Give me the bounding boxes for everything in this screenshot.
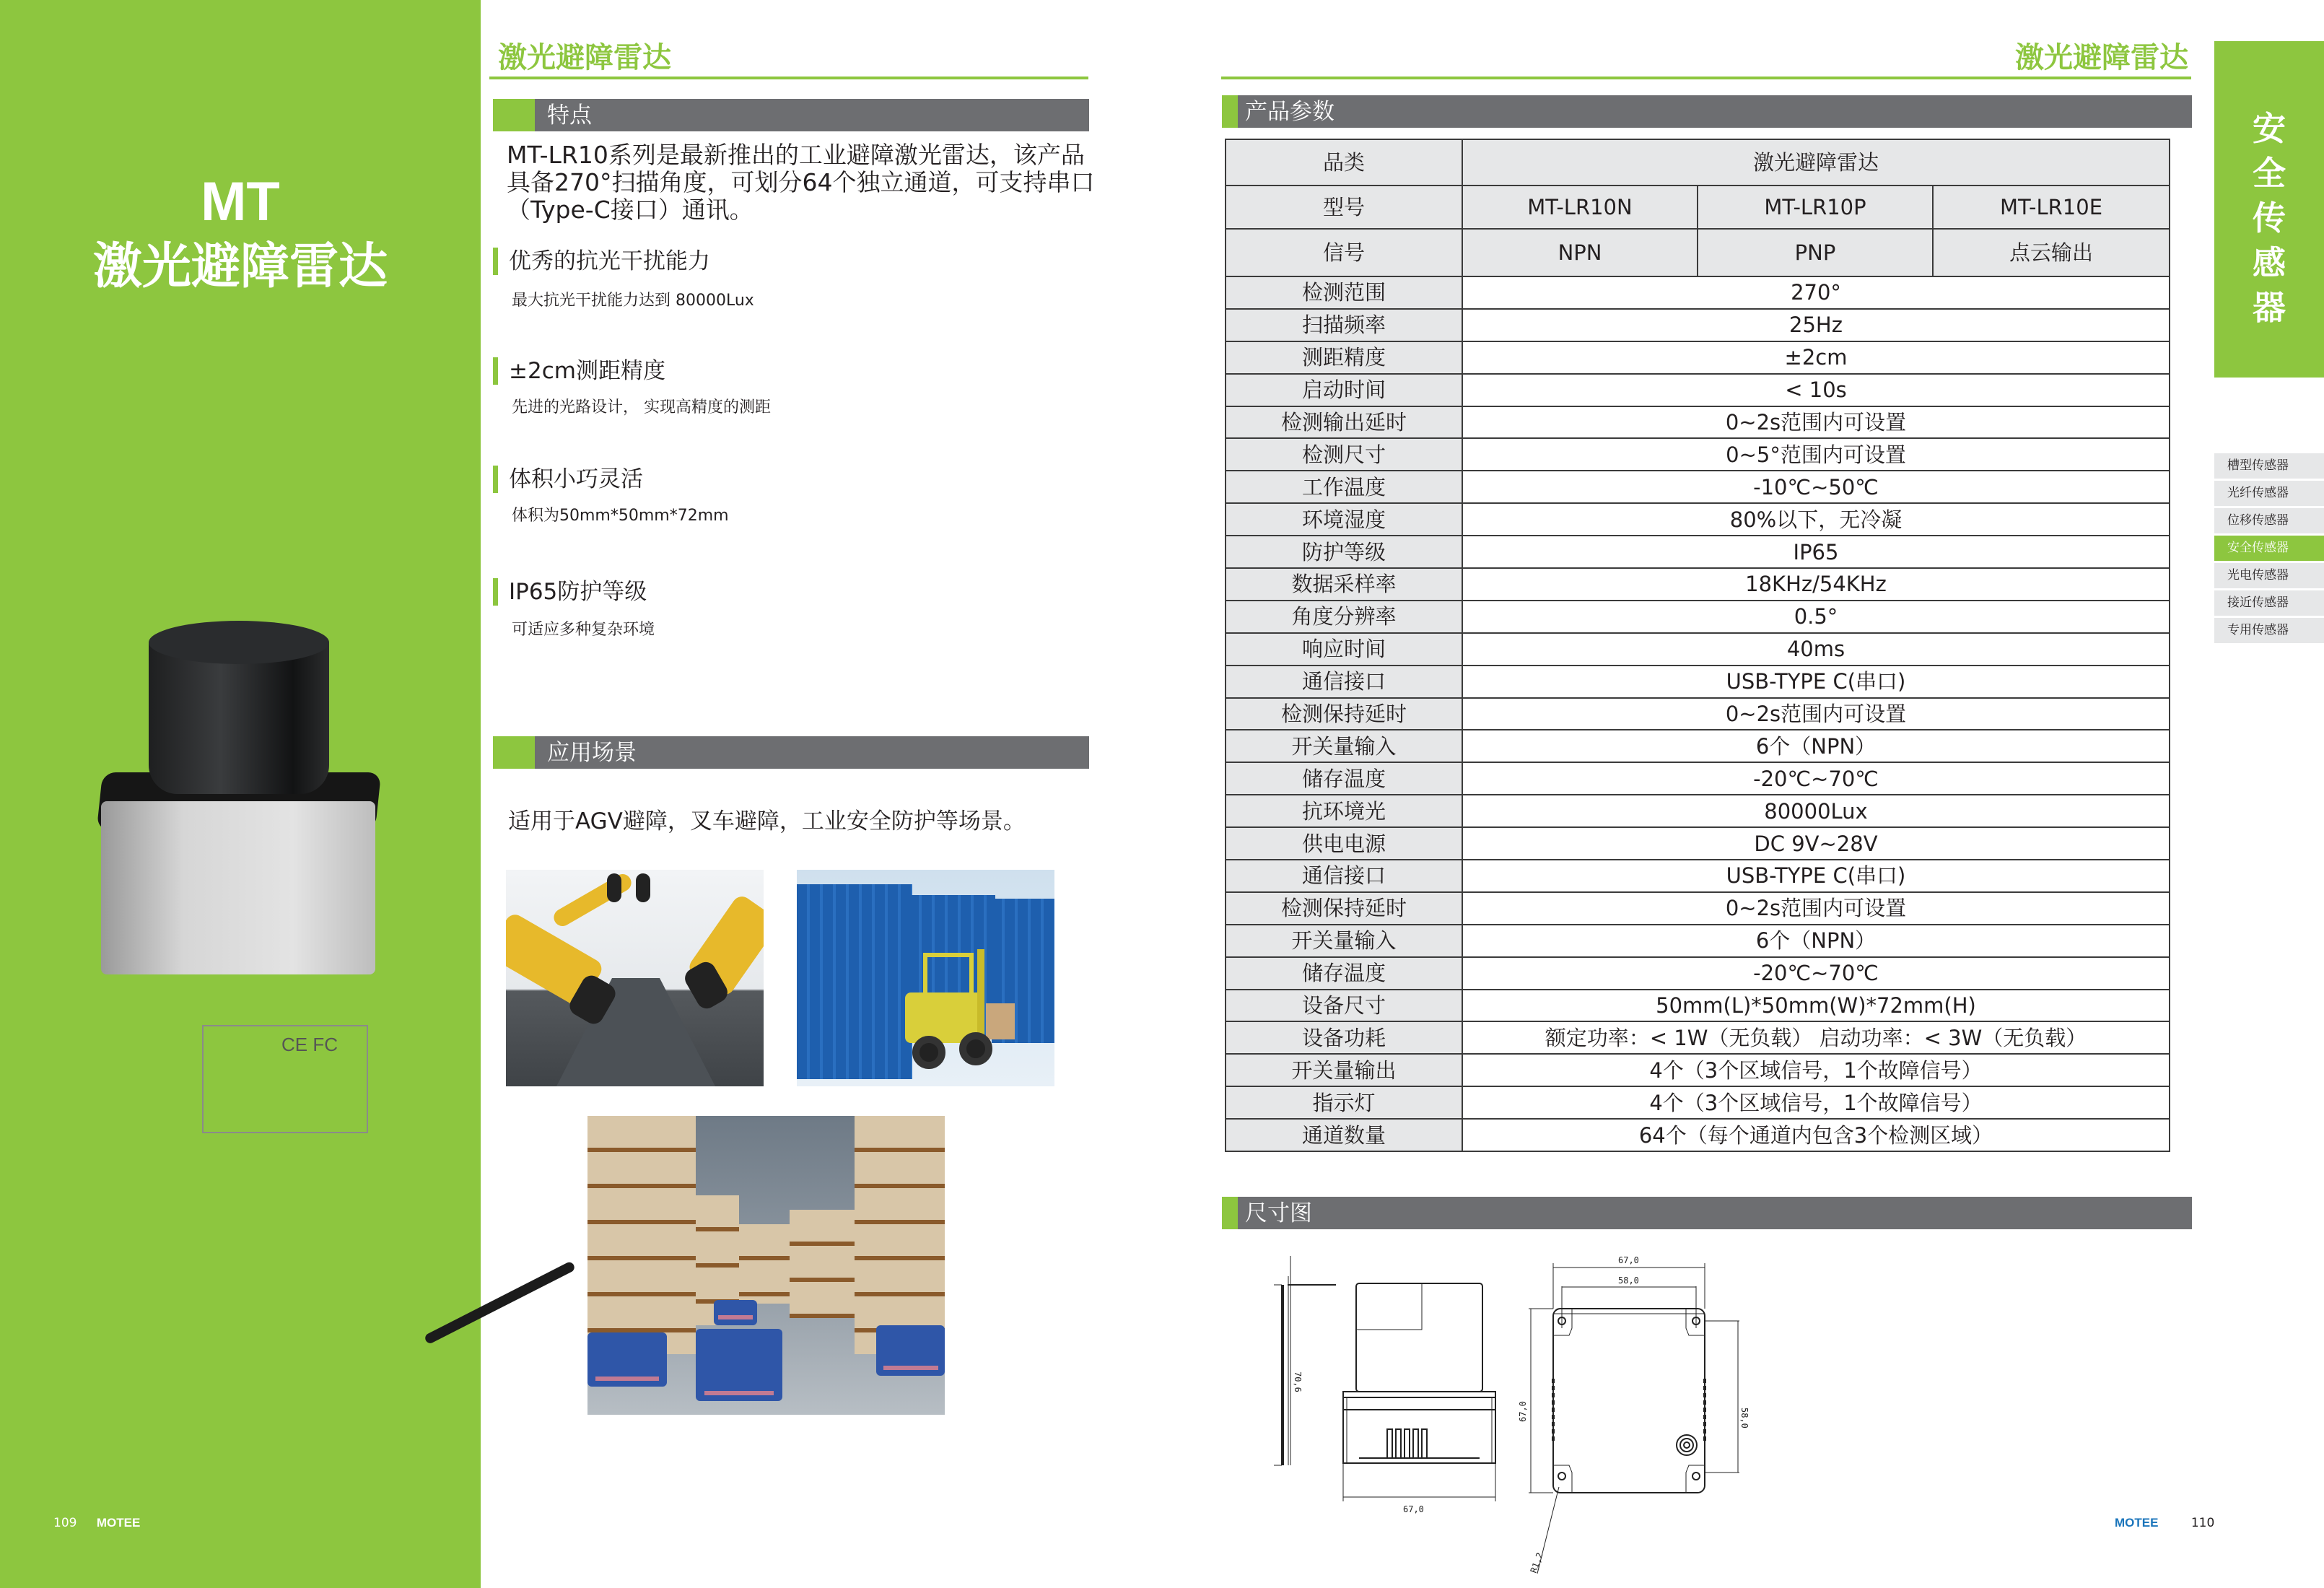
category-tab-text (2214, 106, 2324, 330)
row-label: 指示灯 (1226, 1086, 1462, 1119)
spec-table (1225, 139, 2170, 1152)
table-row (1226, 892, 2170, 925)
dim-top-inner-height: 58,0 (1739, 1408, 1749, 1428)
dim-radius: R1,2 (1528, 1551, 1545, 1575)
table-row (1226, 730, 2170, 762)
table-row (1226, 309, 2170, 341)
lidar-base (101, 801, 375, 1055)
application-text: 适用于AGV避障，叉车避障，工业安全防护等场景。 (508, 808, 1026, 834)
row-value: 6个（NPN） (1462, 925, 2170, 957)
feature-title: 优秀的抗光干扰能力 (509, 248, 710, 274)
row-label: 抗环境光 (1226, 795, 1462, 827)
photo-warehouse-agv (587, 1116, 945, 1415)
dimension-drawing (1220, 1227, 1941, 1588)
feature-marker (493, 248, 498, 275)
model-cell: MT-LR10N (1462, 186, 1698, 229)
dim-top-outer-width: 67,0 (1618, 1255, 1639, 1265)
row-value: IP65 (1462, 536, 2170, 568)
forklift-mast (977, 949, 984, 1043)
row-value: 18KHz/54KHz (1462, 568, 2170, 601)
row-label: 检测保持延时 (1226, 892, 1462, 925)
row-label: 信号 (1226, 229, 1462, 276)
product-cable (424, 1260, 576, 1345)
table-row (1226, 1021, 2170, 1054)
row-label: 品类 (1226, 139, 1462, 186)
nav-item-displacement-sensor[interactable]: 位移传感器 (2214, 508, 2324, 533)
dimension-drawing-svg (1220, 1227, 1941, 1588)
section-title: 应用场景 (547, 740, 637, 766)
cover-title-line1: MT (201, 171, 280, 232)
section-bar-features (493, 99, 1089, 131)
section-bar-application (493, 736, 1089, 769)
warehouse-shelf (790, 1210, 855, 1318)
row-label: 数据采样率 (1226, 568, 1462, 601)
feature-marker (493, 578, 498, 606)
table-row (1226, 568, 2170, 601)
nav-item-special-sensor[interactable]: 专用传感器 (2214, 618, 2324, 643)
row-value: 0~2s范围内可设置 (1462, 406, 2170, 439)
row-label: 开关量输入 (1226, 730, 1462, 762)
feature-desc: 可适应多种复杂环境 (512, 621, 655, 639)
table-row (1226, 827, 2170, 860)
row-label: 检测范围 (1226, 276, 1462, 309)
row-value: 6个（NPN） (1462, 730, 2170, 762)
row-label: 开关量输入 (1226, 925, 1462, 957)
table-row (1226, 957, 2170, 990)
page-heading: 激光避障雷达 (498, 41, 671, 74)
table-row (1226, 633, 2170, 666)
row-label: 设备尺寸 (1226, 990, 1462, 1022)
table-row (1226, 406, 2170, 439)
row-value: 激光避障雷达 (1462, 139, 2170, 186)
robot-arm (551, 871, 634, 930)
table-row (1226, 1086, 2170, 1119)
table-row (1226, 666, 2170, 698)
row-value: USB-TYPE C(串口) (1462, 666, 2170, 698)
robot-gripper (607, 873, 621, 902)
table-row-category (1226, 139, 2170, 186)
nav-item-proximity-sensor[interactable]: 接近传感器 (2214, 590, 2324, 616)
row-label: 启动时间 (1226, 374, 1462, 406)
feature-marker (493, 466, 498, 493)
row-label: 通信接口 (1226, 860, 1462, 892)
row-label: 扫描频率 (1226, 309, 1462, 341)
signal-cell: 点云输出 (1933, 229, 2170, 276)
row-value: 4个（3个区域信号，1个故障信号） (1462, 1054, 2170, 1086)
row-label: 测距精度 (1226, 341, 1462, 374)
forklift-wheel (959, 1032, 992, 1065)
footer-left (53, 1516, 140, 1530)
row-value: -20℃~70℃ (1462, 762, 2170, 795)
feature-desc: 最大抗光干扰能力达到 80000Lux (512, 292, 754, 310)
dim-top-outer-height: 67,0 (1518, 1401, 1528, 1422)
row-value: 40ms (1462, 633, 2170, 666)
section-accent (493, 99, 535, 131)
row-value: 0.5° (1462, 601, 2170, 633)
row-value: 4个（3个区域信号，1个故障信号） (1462, 1086, 2170, 1119)
feature-title: ±2cm测距精度 (509, 358, 665, 384)
agv-robot (714, 1300, 757, 1325)
forklift-wheel (912, 1036, 945, 1069)
row-label: 角度分辨率 (1226, 601, 1462, 633)
section-accent (1222, 95, 1238, 128)
lidar-scanner-head (149, 642, 329, 794)
tab-char: 传 (2253, 198, 2286, 237)
row-value: 额定功率：< 1W（无负载） 启动功率：< 3W（无负载） (1462, 1021, 2170, 1054)
table-row (1226, 341, 2170, 374)
photo-forklift (797, 870, 1054, 1086)
row-label: 储存温度 (1226, 957, 1462, 990)
table-row (1226, 990, 2170, 1022)
agv-robot (587, 1332, 667, 1387)
table-row (1226, 1054, 2170, 1086)
warehouse-shelf (739, 1224, 790, 1304)
row-label: 通信接口 (1226, 666, 1462, 698)
feature-title: 体积小巧灵活 (509, 466, 643, 492)
signal-cell: PNP (1698, 229, 1933, 276)
nav-item-photoelectric-sensor[interactable]: 光电传感器 (2214, 563, 2324, 588)
dim-side-height: 70,6 (1293, 1371, 1303, 1392)
table-row (1226, 471, 2170, 503)
agv-robot (876, 1325, 945, 1376)
table-row (1226, 1119, 2170, 1151)
cover-title-line2: 激光避障雷达 (92, 238, 388, 295)
dim-top-inner-width: 58,0 (1618, 1275, 1639, 1286)
forklift-cab (923, 953, 974, 996)
table-row (1226, 762, 2170, 795)
tab-char: 全 (2253, 154, 2286, 193)
row-label: 检测保持延时 (1226, 698, 1462, 730)
row-value: 80000Lux (1462, 795, 2170, 827)
row-value: 25Hz (1462, 309, 2170, 341)
tab-char: 器 (2253, 288, 2286, 327)
row-value: DC 9V~28V (1462, 827, 2170, 860)
row-label: 环境湿度 (1226, 503, 1462, 536)
section-title: 特点 (547, 102, 592, 128)
table-row (1226, 795, 2170, 827)
heading-rule (489, 77, 1088, 79)
cover-title (0, 170, 481, 300)
table-row (1226, 536, 2170, 568)
row-value: 0~5°范围内可设置 (1462, 438, 2170, 471)
row-label: 开关量输出 (1226, 1054, 1462, 1086)
photo-robotic-arms (506, 870, 764, 1086)
certification-marks: CE FC (281, 1034, 338, 1055)
agv-robot (696, 1329, 782, 1401)
section-bar-dimensions (1222, 1197, 2192, 1229)
nav-item-slot-sensor[interactable]: 槽型传感器 (2214, 453, 2324, 479)
row-label: 储存温度 (1226, 762, 1462, 795)
row-value: 0~2s范围内可设置 (1462, 698, 2170, 730)
brand-name: MOTEE (2115, 1516, 2159, 1530)
category-tab (2214, 41, 2324, 378)
row-value: -10℃~50℃ (1462, 471, 2170, 503)
row-label: 供电电源 (1226, 827, 1462, 860)
model-cell: MT-LR10E (1933, 186, 2170, 229)
lidar-nameplate (202, 1025, 368, 1133)
table-row-model (1226, 186, 2170, 229)
tab-char: 感 (2253, 243, 2286, 282)
brand-name: MOTEE (96, 1516, 141, 1530)
table-row (1226, 925, 2170, 957)
robot-gripper (636, 873, 650, 902)
feature-desc: 体积为50mm*50mm*72mm (512, 507, 729, 525)
shipping-container (797, 884, 912, 1079)
row-value: < 10s (1462, 374, 2170, 406)
row-label: 型号 (1226, 186, 1462, 229)
footer-right (2115, 1516, 2214, 1530)
row-label: 检测输出延时 (1226, 406, 1462, 439)
model-cell: MT-LR10P (1698, 186, 1933, 229)
dim-side-width: 67,0 (1403, 1504, 1424, 1514)
row-label: 检测尺寸 (1226, 438, 1462, 471)
row-value: 270° (1462, 276, 2170, 309)
category-nav (2214, 453, 2324, 645)
row-value: USB-TYPE C(串口) (1462, 860, 2170, 892)
row-label: 防护等级 (1226, 536, 1462, 568)
warehouse-shelf (855, 1116, 945, 1354)
table-row (1226, 503, 2170, 536)
feature-marker (493, 357, 498, 385)
table-row (1226, 698, 2170, 730)
section-title: 产品参数 (1245, 99, 1334, 125)
row-label: 响应时间 (1226, 633, 1462, 666)
row-value: -20℃~70℃ (1462, 957, 2170, 990)
product-photo-lidar (94, 621, 484, 1055)
nav-item-fiber-sensor[interactable]: 光纤传感器 (2214, 481, 2324, 506)
feature-desc: 先进的光路设计， 实现高精度的测距 (512, 398, 771, 416)
row-value: 50mm(L)*50mm(W)*72mm(H) (1462, 990, 2170, 1022)
row-label: 设备功耗 (1226, 1021, 1462, 1054)
section-accent (1222, 1197, 1238, 1229)
page-number: 110 (2190, 1516, 2215, 1530)
row-value: 64个（每个通道内包含3个检测区域） (1462, 1119, 2170, 1151)
signal-cell: NPN (1462, 229, 1698, 276)
lidar-scanner-cap (149, 621, 329, 664)
row-label: 通道数量 (1226, 1119, 1462, 1151)
table-row-signal (1226, 229, 2170, 276)
product-intro: MT-LR10系列是最新推出的工业避障激光雷达，该产品具备270°扫描角度，可划分64个独立通道，可支持串口（Type-C接口）通讯。 (507, 141, 1095, 224)
table-row (1226, 438, 2170, 471)
section-title: 尺寸图 (1245, 1200, 1312, 1226)
table-row (1226, 276, 2170, 309)
section-bar-parameters (1222, 95, 2192, 128)
cargo-box (986, 1003, 1015, 1039)
row-value: 0~2s范围内可设置 (1462, 892, 2170, 925)
row-value: 80%以下，无冷凝 (1462, 503, 2170, 536)
table-row (1226, 860, 2170, 892)
nav-item-safety-sensor[interactable]: 安全传感器 (2214, 536, 2324, 561)
cover-panel (0, 0, 481, 1588)
feature-title: IP65防护等级 (509, 579, 647, 605)
row-label: 工作温度 (1226, 471, 1462, 503)
row-value: ±2cm (1462, 341, 2170, 374)
table-row (1226, 374, 2170, 406)
page-heading: 激光避障雷达 (2015, 41, 2188, 74)
section-accent (493, 736, 535, 769)
page-number: 109 (53, 1516, 77, 1530)
warehouse-shelf (587, 1116, 696, 1354)
tab-char: 安 (2253, 109, 2286, 148)
heading-rule (1221, 77, 2191, 79)
table-row (1226, 601, 2170, 633)
